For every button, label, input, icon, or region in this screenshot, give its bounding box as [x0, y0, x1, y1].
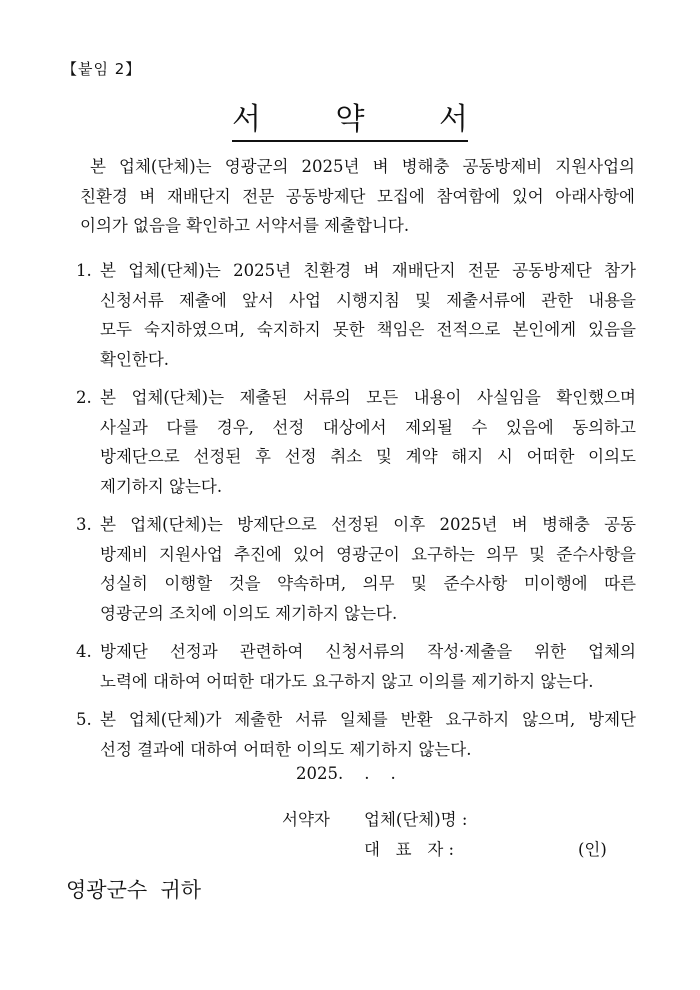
clause-line: 신청서류 제출에 앞서 사업 시행지침 및 제출서류에 관한 내용을 — [100, 290, 636, 310]
clause-line: 본 업체(단체)가 제출한 서류 일체를 반환 요구하지 않으며, 방제단 — [100, 710, 636, 729]
clause-line: 성실히 이행할 것을 약속하며, 의무 및 준수사항 미이행에 따른 — [100, 574, 636, 593]
title-char: 약 — [335, 102, 365, 138]
title-char: 서 — [232, 102, 261, 138]
intro-line: 이의가 없음을 확인하고 서약서를 제출합니다. — [80, 216, 410, 235]
clause-number: 2. — [76, 388, 92, 407]
clause-line: 확인한다. — [100, 349, 170, 369]
clause-number: 5. — [76, 710, 92, 729]
company-name-label: 업체(단체)명 : — [364, 810, 468, 829]
clause-line: 방제비 지원사업 추진에 있어 영광군이 요구하는 의무 및 준수사항을 — [100, 544, 636, 564]
seal-label: (인) — [578, 840, 607, 859]
clause-line: 본 업체(단체)는 방제단으로 선정된 이후 2025년 벼 병해충 공동 — [100, 515, 636, 534]
signer-label: 서약자 — [282, 810, 330, 829]
intro-line: 본 업체(단체)는 영광군의 2025년 벼 병해충 공동방제비 지원사업의 — [90, 157, 635, 176]
clause-line: 제기하지 않는다. — [100, 476, 223, 496]
clause-list — [76, 256, 636, 773]
clause-line: 사실과 다를 경우, 선정 대상에서 제외될 수 있음에 동의하고 — [100, 417, 636, 437]
clause-line: 영광군의 조치에 이의도 제기하지 않는다. — [100, 603, 398, 623]
clause-item — [76, 637, 636, 696]
clause-number: 3. — [76, 515, 92, 534]
clause-line: 방제단 선정과 관련하여 신청서류의 작성·제출을 위한 업체의 — [100, 642, 636, 661]
clause-number: 4. — [76, 642, 92, 661]
recipient: 영광군수 귀하 — [66, 878, 202, 902]
representative-label: 대 표 자 : — [364, 840, 455, 859]
title-char: 서 — [439, 102, 468, 138]
clause-line: 본 업체(단체)는 2025년 친환경 벼 재배단지 전문 공동방제단 참가 — [100, 261, 636, 280]
clause-item — [76, 256, 636, 374]
clause-item — [76, 705, 636, 764]
clause-line: 모두 숙지하였으며, 숙지하지 못한 책임은 전적으로 본인에게 있음을 — [100, 320, 636, 339]
clause-line: 방제단으로 선정된 후 선정 취소 및 계약 해지 시 어떠한 이의도 — [100, 447, 636, 466]
clause-line: 본 업체(단체)는 제출된 서류의 모든 내용이 사실임을 확인했으며 — [100, 388, 636, 407]
clause-item — [76, 510, 636, 628]
intro-line: 친환경 벼 재배단지 전문 공동방제단 모집에 참여함에 있어 아래사항에 — [80, 186, 635, 206]
clause-line: 노력에 대하여 어떠한 대가도 요구하지 않고 이의를 제기하지 않는다. — [100, 671, 594, 691]
intro-paragraph — [80, 152, 635, 241]
clause-item — [76, 383, 636, 501]
clause-number: 1. — [76, 261, 92, 280]
attachment-label: 【붙임 2】 — [62, 60, 142, 78]
pledge-date: 2025. . . — [296, 764, 396, 783]
document-title — [232, 102, 468, 142]
clause-line: 선정 결과에 대하여 어떠한 이의도 제기하지 않는다. — [100, 739, 472, 759]
